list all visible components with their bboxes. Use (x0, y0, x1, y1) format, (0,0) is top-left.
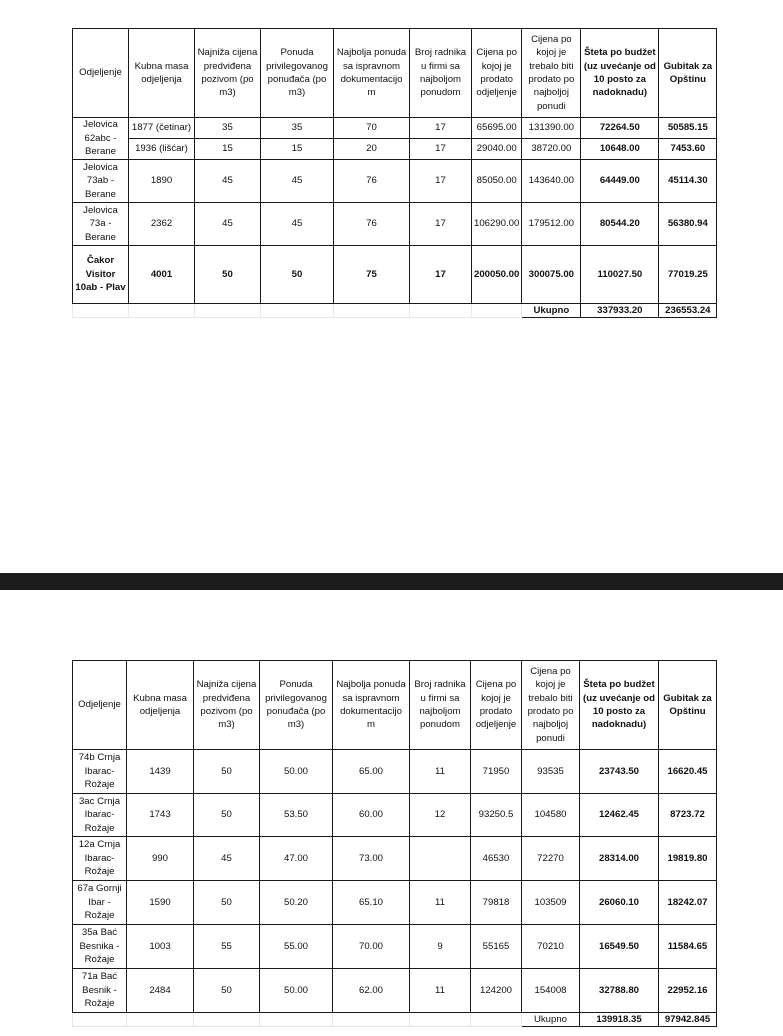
cell-cijena-prodato: 200050.00 (472, 246, 522, 304)
spreadsheet-table-2 (72, 660, 717, 1027)
cell-kubna-masa: 1439 (127, 750, 194, 794)
cell-gubitak: 45114.30 (659, 160, 717, 203)
header-cell: Gubitak za Opštinu (659, 29, 717, 118)
header-cell: Najniža cijena predviđena pozivom (po m3) (195, 29, 261, 118)
cell-gubitak: 18242.07 (659, 881, 717, 925)
cell-cijena-prodato: 65695.00 (472, 118, 522, 139)
cell-broj-radnika: 11 (410, 750, 471, 794)
table-row (73, 837, 717, 881)
cell-ponuda: 50.00 (260, 969, 333, 1013)
cell-ponuda: 53.50 (260, 794, 333, 837)
cell-ponuda: 50 (261, 246, 334, 304)
cell-cijena-prodato: 124200 (471, 969, 522, 1013)
cell-najbolja-ponuda: 76 (334, 160, 410, 203)
cell-najniza-cijena: 15 (195, 139, 261, 160)
cell-gubitak: 16620.45 (659, 750, 717, 794)
page-2 (0, 590, 783, 1036)
cell-cijena-trebalo: 72270 (522, 837, 580, 881)
header-cell: Kubna masa odjeljenja (127, 661, 194, 750)
cell-cijena-prodato: 71950 (471, 750, 522, 794)
cell-najniza-cijena: 35 (195, 118, 261, 139)
cell-steta: 110027.50 (581, 246, 659, 304)
cell-broj-radnika: 17 (410, 203, 472, 246)
cell-cijena-prodato: 93250.5 (471, 794, 522, 837)
cell-cijena-prodato: 85050.00 (472, 160, 522, 203)
header-cell: Šteta po budžet (uz uvećanje od 10 posto za nadoknadu) (580, 661, 659, 750)
total-row (73, 1013, 717, 1027)
header-cell: Gubitak za Opštinu (659, 661, 717, 750)
cell-broj-radnika: 17 (410, 118, 472, 139)
cell-cijena-trebalo: 300075.00 (522, 246, 581, 304)
cell-gubitak: 77019.25 (659, 246, 717, 304)
header-cell: Odjeljenje (73, 661, 127, 750)
cell-najbolja-ponuda: 20 (334, 139, 410, 160)
cell-najbolja-ponuda: 65.00 (333, 750, 410, 794)
cell-broj-radnika: 17 (410, 139, 472, 160)
header-row (73, 661, 717, 750)
cell-odjeljenje: Jelovica 62abc - Berane (73, 118, 129, 160)
cell-steta: 32788.80 (580, 969, 659, 1013)
cell-najniza-cijena: 45 (195, 203, 261, 246)
table-row (73, 969, 717, 1013)
cell-najniza-cijena: 50 (195, 246, 261, 304)
cell-ponuda: 55.00 (260, 925, 333, 969)
cell-najbolja-ponuda: 73.00 (333, 837, 410, 881)
cell-broj-radnika: 17 (410, 246, 472, 304)
cell-odjeljenje: 67a Gornji Ibar - Rožaje (73, 881, 127, 925)
cell-cijena-trebalo: 131390.00 (522, 118, 581, 139)
cell-odjeljenje: Čakor Visitor 10ab - Plav (73, 246, 129, 304)
header-cell: Odjeljenje (73, 29, 129, 118)
table-row (73, 881, 717, 925)
cell-gubitak: 22952.16 (659, 969, 717, 1013)
cell-cijena-prodato: 29040.00 (472, 139, 522, 160)
cell-odjeljenje: Jelovica 73ab - Berane (73, 160, 129, 203)
cell-ponuda: 45 (261, 203, 334, 246)
cell-gubitak: 56380.94 (659, 203, 717, 246)
cell-ponuda: 47.00 (260, 837, 333, 881)
cell-kubna-masa: 1890 (129, 160, 195, 203)
cell-steta: 12462.45 (580, 794, 659, 837)
table-row (73, 925, 717, 969)
cell-cijena-prodato: 79818 (471, 881, 522, 925)
cell-ponuda: 50.00 (260, 750, 333, 794)
cell-najbolja-ponuda: 70.00 (333, 925, 410, 969)
cell-najniza-cijena: 50 (194, 881, 260, 925)
cell-najniza-cijena: 55 (194, 925, 260, 969)
table-row (73, 750, 717, 794)
total-label: Ukupno (522, 304, 581, 318)
header-cell: Cijena po kojoj je trebalo biti prodato po najboljoj ponudi (522, 29, 581, 118)
cell-steta: 72264.50 (581, 118, 659, 139)
header-cell: Najniža cijena predviđena pozivom (po m3) (194, 661, 260, 750)
cell-cijena-trebalo: 179512.00 (522, 203, 581, 246)
cell-ponuda: 50.20 (260, 881, 333, 925)
cell-najbolja-ponuda: 60.00 (333, 794, 410, 837)
cell-najniza-cijena: 50 (194, 969, 260, 1013)
cell-najbolja-ponuda: 70 (334, 118, 410, 139)
cell-cijena-trebalo: 154008 (522, 969, 580, 1013)
cell-kubna-masa: 1877 (četinar) (129, 118, 195, 139)
cell-odjeljenje: 3ac Crnja Ibarac-Rožaje (73, 794, 127, 837)
cell-odjeljenje: 71a Bać Besnik - Rožaje (73, 969, 127, 1013)
cell-odjeljenje: 35a Bać Besnika - Rožaje (73, 925, 127, 969)
total-steta: 337933.20 (581, 304, 659, 318)
cell-kubna-masa: 1936 (lišćar) (129, 139, 195, 160)
total-steta: 139918.35 (580, 1013, 659, 1027)
cell-gubitak: 19819.80 (659, 837, 717, 881)
cell-najniza-cijena: 50 (194, 750, 260, 794)
table-row (73, 794, 717, 837)
header-row (73, 29, 717, 118)
spreadsheet-table-1 (72, 28, 717, 318)
cell-cijena-trebalo: 143640.00 (522, 160, 581, 203)
cell-broj-radnika: 11 (410, 881, 471, 925)
header-cell: Najbolja ponuda sa ispravnom dokumentacijo m (333, 661, 410, 750)
cell-steta: 23743.50 (580, 750, 659, 794)
cell-broj-radnika: 17 (410, 160, 472, 203)
table-row (73, 118, 717, 139)
cell-odjeljenje: Jelovica 73a - Berane (73, 203, 129, 246)
cell-steta: 64449.00 (581, 160, 659, 203)
cell-steta: 80544.20 (581, 203, 659, 246)
page-separator (0, 573, 783, 590)
cell-steta: 10648.00 (581, 139, 659, 160)
total-gubitak: 97942.845 (659, 1013, 717, 1027)
header-cell: Cijena po kojoj je prodato odjeljenje (471, 661, 522, 750)
cell-najbolja-ponuda: 62.00 (333, 969, 410, 1013)
cell-kubna-masa: 1590 (127, 881, 194, 925)
total-row (73, 304, 717, 318)
cell-cijena-trebalo: 70210 (522, 925, 580, 969)
cell-kubna-masa: 990 (127, 837, 194, 881)
cell-gubitak: 50585.15 (659, 118, 717, 139)
table-row (73, 160, 717, 203)
cell-steta: 26060.10 (580, 881, 659, 925)
cell-steta: 28314.00 (580, 837, 659, 881)
cell-steta: 16549.50 (580, 925, 659, 969)
cell-ponuda: 15 (261, 139, 334, 160)
table-row (73, 203, 717, 246)
cell-gubitak: 8723.72 (659, 794, 717, 837)
cell-broj-radnika: 9 (410, 925, 471, 969)
cell-kubna-masa: 1003 (127, 925, 194, 969)
header-cell: Kubna masa odjeljenja (129, 29, 195, 118)
cell-cijena-trebalo: 38720.00 (522, 139, 581, 160)
cell-cijena-trebalo: 93535 (522, 750, 580, 794)
cell-broj-radnika: 12 (410, 794, 471, 837)
cell-ponuda: 35 (261, 118, 334, 139)
cell-kubna-masa: 2362 (129, 203, 195, 246)
cell-kubna-masa: 4001 (129, 246, 195, 304)
total-label: Ukupno (522, 1013, 580, 1027)
cell-gubitak: 11584.65 (659, 925, 717, 969)
cell-cijena-trebalo: 104580 (522, 794, 580, 837)
header-cell: Šteta po budžet (uz uvećanje od 10 posto za nadoknadu) (581, 29, 659, 118)
cell-broj-radnika (410, 837, 471, 881)
table-row (73, 139, 717, 160)
header-cell: Ponuda privilegovanog ponuđača (po m3) (261, 29, 334, 118)
header-cell: Broj radnika u firmi sa najboljom ponudom (410, 661, 471, 750)
cell-najniza-cijena: 45 (195, 160, 261, 203)
cell-najbolja-ponuda: 65.10 (333, 881, 410, 925)
cell-broj-radnika: 11 (410, 969, 471, 1013)
header-cell: Cijena po kojoj je trebalo biti prodato po najboljoj ponudi (522, 661, 580, 750)
cell-najbolja-ponuda: 76 (334, 203, 410, 246)
cell-odjeljenje: 12a Crnja Ibarac-Rožaje (73, 837, 127, 881)
total-gubitak: 236553.24 (659, 304, 717, 318)
header-cell: Najbolja ponuda sa ispravnom dokumentacijo m (334, 29, 410, 118)
cell-cijena-trebalo: 103509 (522, 881, 580, 925)
cell-najniza-cijena: 45 (194, 837, 260, 881)
table-row (73, 246, 717, 304)
cell-ponuda: 45 (261, 160, 334, 203)
header-cell: Broj radnika u firmi sa najboljom ponudom (410, 29, 472, 118)
cell-najniza-cijena: 50 (194, 794, 260, 837)
cell-cijena-prodato: 46530 (471, 837, 522, 881)
header-cell: Cijena po kojoj je prodato odjeljenje (472, 29, 522, 118)
cell-kubna-masa: 2484 (127, 969, 194, 1013)
cell-odjeljenje: 74b Crnja Ibarac-Rožaje (73, 750, 127, 794)
cell-gubitak: 7453.60 (659, 139, 717, 160)
header-cell: Ponuda privilegovanog ponuđača (po m3) (260, 661, 333, 750)
cell-najbolja-ponuda: 75 (334, 246, 410, 304)
cell-cijena-prodato: 55165 (471, 925, 522, 969)
cell-cijena-prodato: 106290.00 (472, 203, 522, 246)
cell-kubna-masa: 1743 (127, 794, 194, 837)
